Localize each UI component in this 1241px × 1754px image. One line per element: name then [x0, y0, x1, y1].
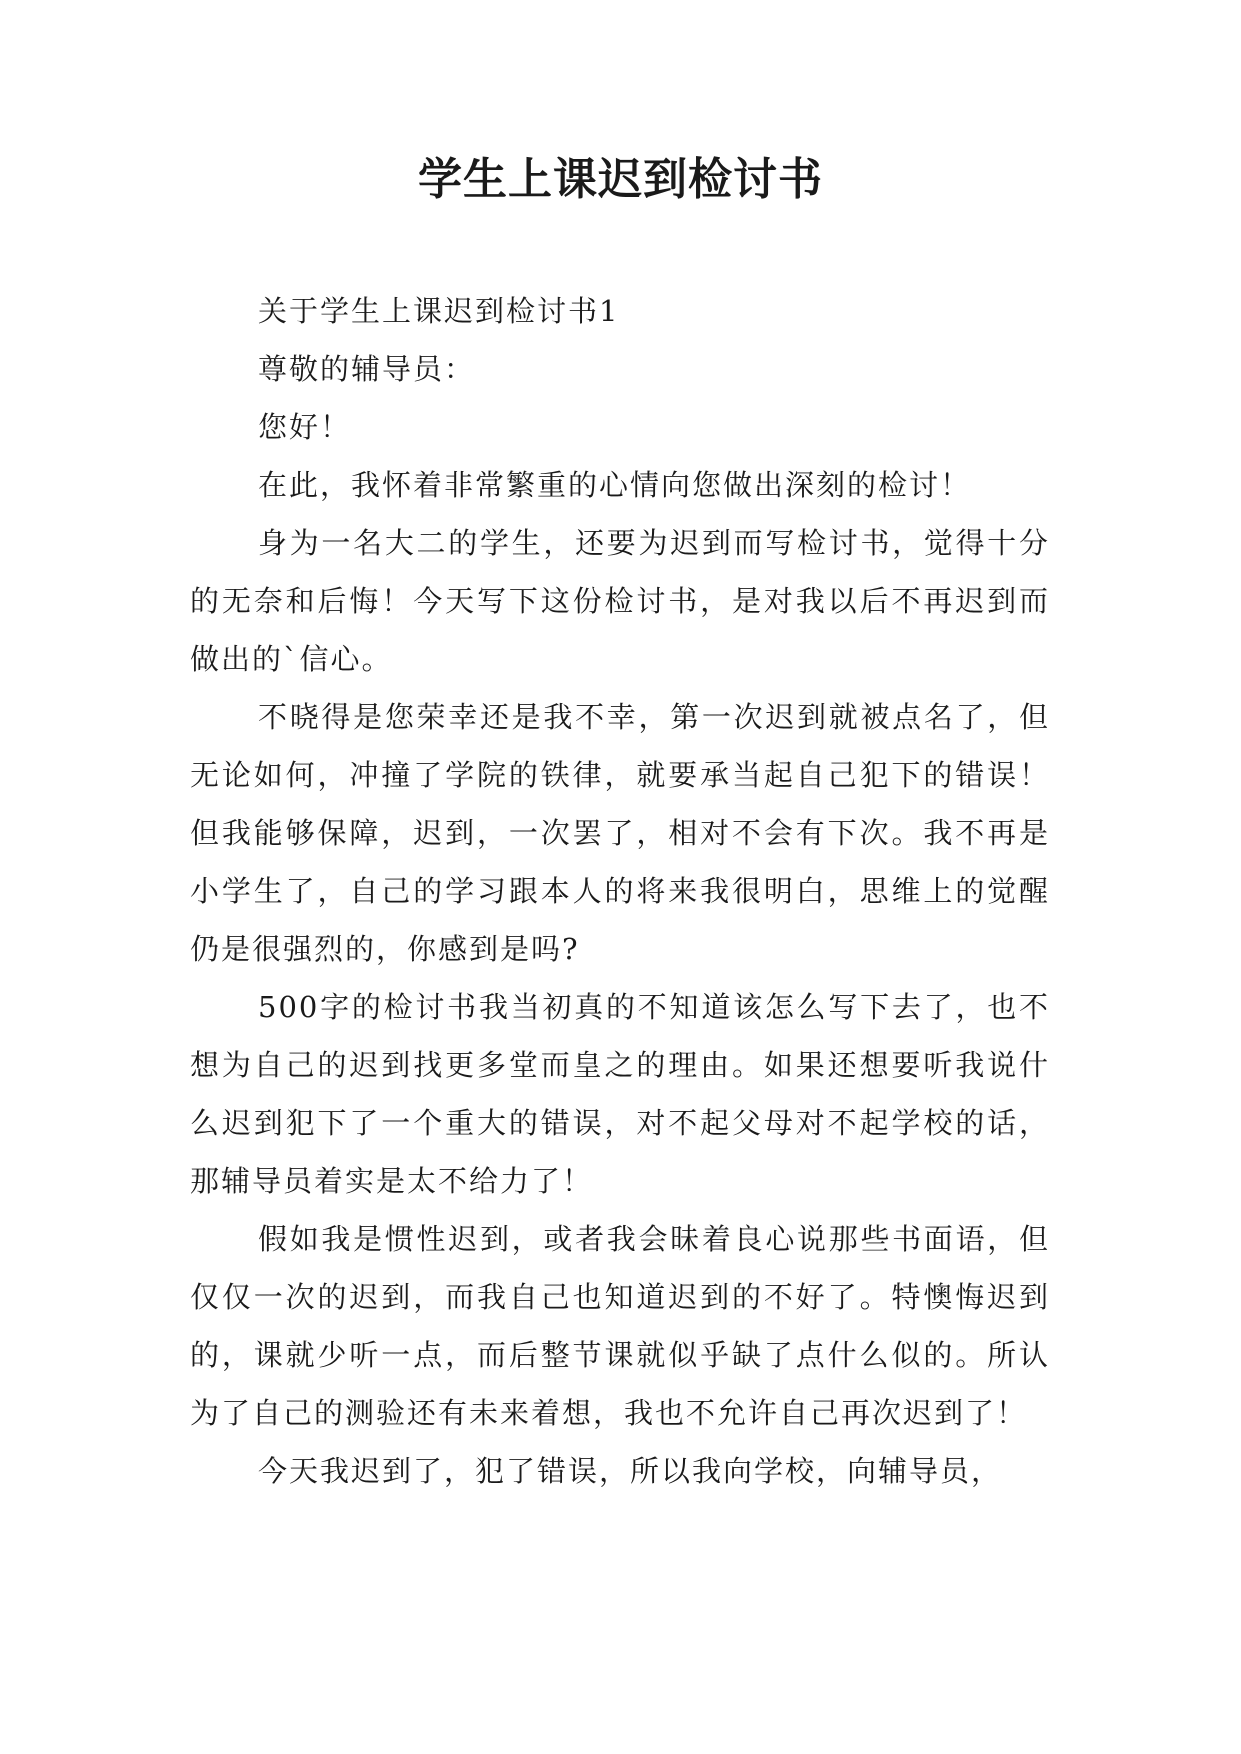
- paragraph: 假如我是惯性迟到，或者我会昧着良心说那些书面语，但仅仅一次的迟到，而我自己也知道迟到的不好了。特懊悔迟到的，课就少听一点，而后整节课就似乎缺了点什么似的。所认为了自己的测验还有未来着想，我也不允许自己再次迟到了！: [190, 1222, 1050, 1430]
- paragraph-heading: 关于学生上课迟到检讨书1: [258, 294, 620, 328]
- paragraph: 身为一名大二的学生，还要为迟到而写检讨书，觉得十分的无奈和后悔！今天写下这份检讨书，是对我以后不再迟到而做出的`信心。: [190, 526, 1050, 676]
- document-body: [190, 282, 1050, 1500]
- paragraph: 今天我迟到了，犯了错误，所以我向学校，向辅导员，: [258, 1454, 1003, 1488]
- paragraph: 不晓得是您荣幸还是我不幸，第一次迟到就被点名了，但无论如何，冲撞了学院的铁律，就要承当起自己犯下的错误！但我能够保障，迟到，一次罢了，相对不会有下次。我不再是小学生了，自己的学习跟本人的将来我很明白，思维上的觉醒仍是很强烈的，你感到是吗?: [190, 700, 1050, 966]
- document-title: 学生上课迟到检讨书: [418, 154, 823, 205]
- paragraph-greeting: 您好！: [258, 410, 352, 444]
- paragraph-salutation: 尊敬的辅导员：: [258, 352, 476, 386]
- paragraph: 500字的检讨书我当初真的不知道该怎么写下去了，也不想为自己的迟到找更多堂而皇之的理由。如果还想要听我说什么迟到犯下了一个重大的错误，对不起父母对不起学校的话，那辅导员着实是太不给力了！: [190, 990, 1050, 1198]
- paragraph: 在此，我怀着非常繁重的心情向您做出深刻的检讨！: [258, 468, 972, 502]
